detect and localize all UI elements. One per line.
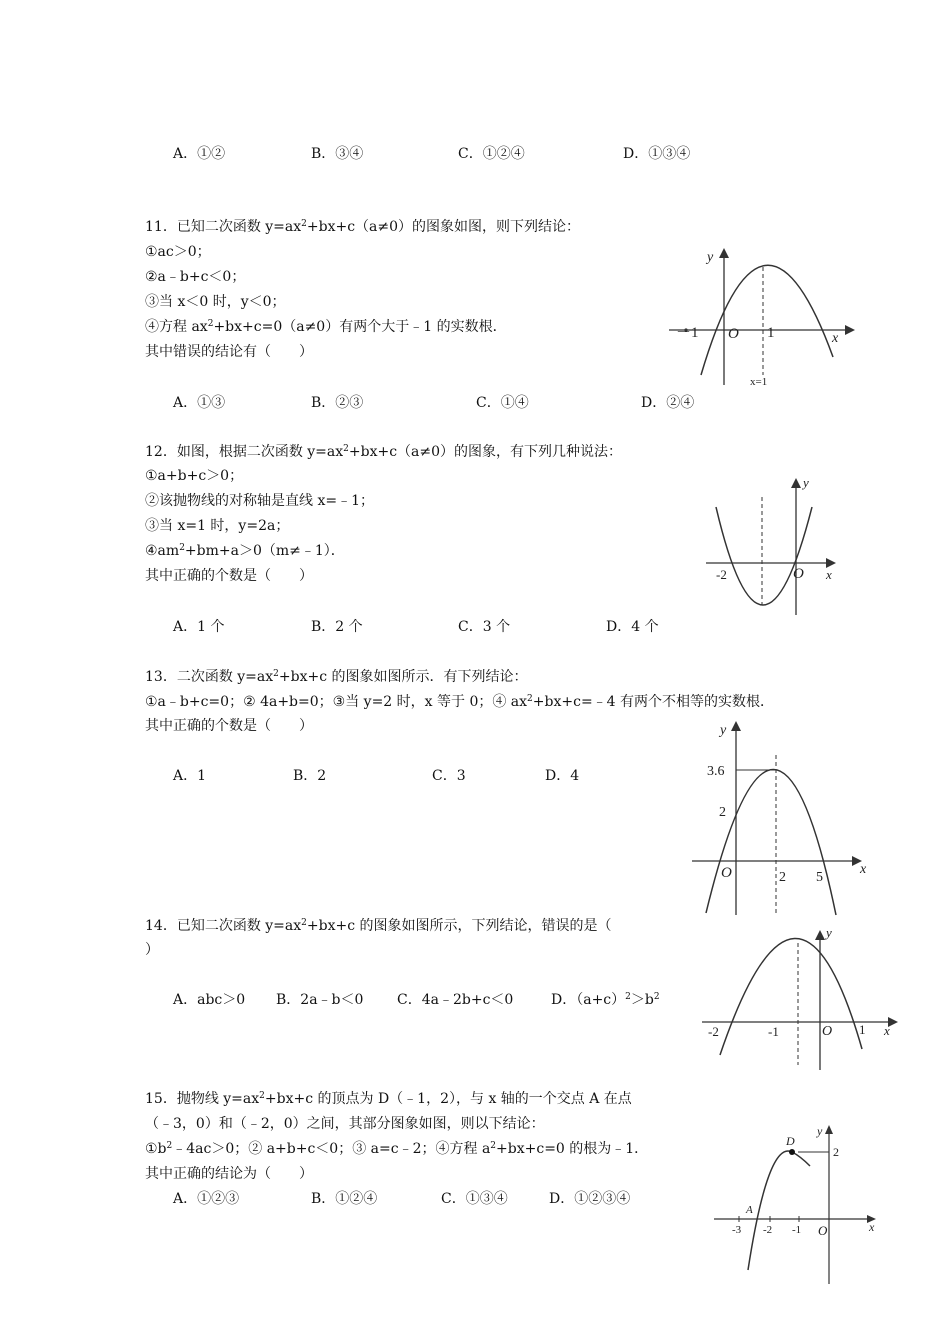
- q11-ask: 其中错误的结论有（ ）: [145, 344, 313, 360]
- q15-point-a-label: A: [746, 1204, 753, 1216]
- q13-origin-label: O: [721, 865, 732, 881]
- q12-statement-3: ③当 x=1 时，y=2a；: [145, 518, 290, 534]
- q12-x-label: x: [826, 567, 832, 582]
- q14-graph: [700, 925, 900, 1070]
- q11-statement-4: ④方程 $ax^2+bx+c=0(a\ne 0)$有两个大于﹣1 的实数根．: [145, 319, 507, 335]
- q11-option-d[interactable]: D．②④: [641, 395, 695, 411]
- q14-origin-label: O: [822, 1024, 833, 1039]
- q11-y-label: y: [707, 250, 714, 265]
- q15-statements: $①b^2﹣4ac>0$；② a+b+c＜0；③ a=c﹣2；④方程 $a^2+bx+c=0$ 的根为﹣1．: [145, 1141, 649, 1157]
- q15-option-b[interactable]: B．①②④: [311, 1191, 378, 1207]
- q15-stem-line-1: 15．抛物线 $y=ax^2+bx+c$ 的顶点为 D（﹣1，2），与 x 轴的一个交点 A 在点: [145, 1091, 632, 1107]
- q10-option-c[interactable]: C．①②④: [458, 146, 525, 162]
- q10-option-b[interactable]: B．③④: [311, 146, 364, 162]
- q11-x-label: x: [832, 331, 839, 346]
- q11-one-label: 1: [767, 325, 775, 341]
- q12-statement-1: ①a+b+c＞0；: [145, 468, 244, 484]
- q14-stem: 14．已知二次函数 $y=ax^2+bx+c$ 的图象如图所示，下列结论，错误的是（: [145, 918, 612, 934]
- q12-graph: [700, 475, 850, 615]
- q11-option-c[interactable]: C．①④: [476, 395, 529, 411]
- q10-option-d[interactable]: D．①③④: [623, 146, 691, 162]
- q15-graph: [710, 1120, 890, 1285]
- q14-y-label: y: [826, 925, 832, 940]
- q15-option-d[interactable]: D．①②③④: [549, 1191, 631, 1207]
- q14-option-c[interactable]: C．4a﹣2b+c＜0: [397, 992, 514, 1008]
- q13-axis-tick-5: 5: [816, 870, 823, 885]
- q15-tick-neg2: -2: [763, 1224, 773, 1236]
- q14-x-label: x: [884, 1023, 890, 1038]
- q12-option-c[interactable]: C．3 个: [458, 619, 511, 635]
- q12-statement-2: ②该抛物线的对称轴是直线 x=﹣1；: [145, 493, 374, 509]
- q14-neg1-label: -1: [768, 1024, 779, 1039]
- q11-origin-label: O: [728, 326, 739, 342]
- q13-x-label: x: [860, 862, 867, 877]
- q12-option-a[interactable]: A．1 个: [173, 619, 225, 635]
- q11-stem: 11．已知二次函数 $y=ax^2+bx+c(a\ne 0)$的图象如图，则下列结论：: [145, 219, 581, 235]
- q13-statements: ①a﹣b+c=0；② 4a+b=0；③当 y=2 时，x 等于 0；④ $ax^2+bx+c=﹣4$ 有两个不相等的实数根．: [145, 694, 775, 710]
- q13-option-d[interactable]: D．4: [545, 768, 580, 784]
- q15-stem-line-2: （﹣3，0）和（﹣2，0）之间，其部分图象如图，则以下结论：: [145, 1116, 545, 1132]
- q13-vertex-value: 3.6: [707, 764, 725, 779]
- q10-option-a[interactable]: A．①②: [173, 146, 226, 162]
- q12-ask: 其中正确的个数是（ ）: [145, 568, 313, 584]
- q12-statement-4: $④am^2+bm+a>0(m\ne﹣1)$．: [145, 543, 345, 559]
- q12-neg2-label: -2: [716, 567, 727, 582]
- q14-option-a[interactable]: A．abc＞0: [173, 992, 246, 1008]
- q11-graph: [665, 245, 865, 395]
- q13-option-c[interactable]: C．3: [432, 768, 466, 784]
- q15-ask: 其中正确的结论为（ ）: [145, 1166, 313, 1182]
- q13-graph: [690, 715, 875, 915]
- q15-tick-neg3: -3: [732, 1224, 742, 1236]
- q14-one-label: 1: [859, 1022, 866, 1037]
- q13-axis-tick-2: 2: [779, 870, 786, 885]
- q13-option-a[interactable]: A．1: [173, 768, 207, 784]
- q12-option-d[interactable]: D．4 个: [606, 619, 659, 635]
- q14-stem-cont: ）: [145, 942, 159, 958]
- q14-option-b[interactable]: B．2a﹣b＜0: [276, 992, 364, 1008]
- q12-option-b[interactable]: B．2 个: [311, 619, 363, 635]
- q11-option-b[interactable]: B．②③: [311, 395, 364, 411]
- q14-neg2-label: -2: [708, 1024, 719, 1039]
- q14-option-d[interactable]: D．$(a+c)^2>b^2$: [551, 992, 660, 1008]
- q13-y-intercept: 2: [719, 805, 726, 820]
- q12-y-label: y: [803, 475, 809, 490]
- q15-vertex-value: 2: [833, 1145, 839, 1159]
- q13-y-label: y: [720, 723, 727, 738]
- q13-stem: 13．二次函数 $y=ax^2+bx+c$ 的图象如图所示．有下列结论：: [145, 669, 528, 685]
- q11-axis-label: x=1: [750, 376, 768, 388]
- q15-origin-label: O: [818, 1223, 828, 1238]
- q13-ask: 其中正确的个数是（ ）: [145, 718, 313, 734]
- q11-statement-1: ①ac＞0；: [145, 244, 211, 260]
- q15-option-a[interactable]: A．①②③: [173, 1191, 240, 1207]
- q11-option-a[interactable]: A．①③: [173, 395, 226, 411]
- q15-option-c[interactable]: C．①③④: [441, 1191, 508, 1207]
- q15-x-label: x: [869, 1220, 875, 1234]
- q11-statement-3: ③当 x＜0 时，y＜0；: [145, 294, 286, 310]
- q12-origin-label: O: [793, 566, 804, 582]
- q15-y-label: y: [817, 1124, 823, 1138]
- q13-option-b[interactable]: B．2: [293, 768, 327, 784]
- q11-statement-2: ②a﹣b+c＜0；: [145, 269, 246, 285]
- q12-stem: 12．如图，根据二次函数 $y=ax^2+bx+c(a\ne 0)$的图象，有下列几种说法：: [145, 444, 623, 460]
- q15-tick-neg1: -1: [792, 1224, 802, 1236]
- q11-neg1-label: －1: [676, 325, 699, 341]
- q15-vertex-label: D: [786, 1134, 795, 1148]
